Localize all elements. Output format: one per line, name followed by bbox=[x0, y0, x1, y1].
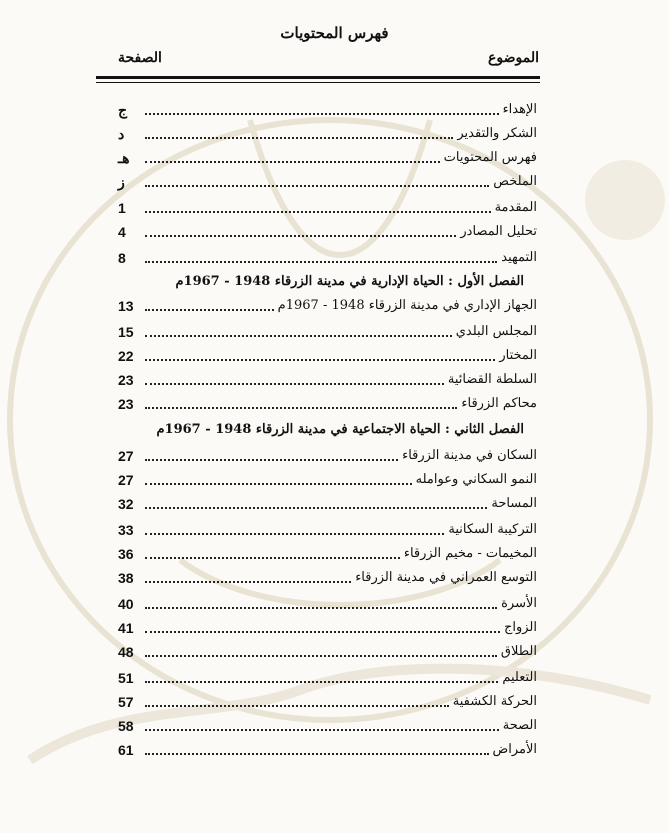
toc-entry-label: المجلس البلدي bbox=[455, 324, 537, 339]
dot-leader bbox=[145, 383, 444, 385]
toc-entry-label: التمهيد bbox=[501, 250, 537, 265]
dot-leader bbox=[145, 113, 499, 115]
dot-leader bbox=[145, 359, 495, 361]
toc-entry bbox=[0, 222, 669, 242]
toc-entry bbox=[0, 544, 669, 564]
dot-leader bbox=[145, 705, 449, 707]
toc-entry-page: 57 bbox=[118, 694, 134, 710]
toc-entry-label: التعليم bbox=[502, 670, 537, 685]
chapter-heading bbox=[0, 272, 669, 292]
dot-leader bbox=[145, 729, 499, 731]
dot-leader bbox=[145, 459, 398, 461]
toc-entry bbox=[0, 172, 669, 192]
toc-entry-label: فهرس المحتويات bbox=[443, 150, 537, 165]
toc-entry-page: 13 bbox=[118, 298, 134, 314]
toc-entry bbox=[0, 394, 669, 414]
toc-entry-page: 8 bbox=[118, 250, 126, 266]
dot-leader bbox=[145, 335, 452, 337]
page-title: فهرس المحتويات bbox=[280, 24, 389, 42]
toc-entry-label: الفصل الأول : الحياة الإدارية في مدينة الزرقاء 1948 - 1967م bbox=[175, 274, 524, 289]
toc-entry-label: الحركة الكشفية bbox=[452, 694, 537, 709]
toc-entry-label: المساحة bbox=[491, 496, 537, 511]
dot-leader bbox=[145, 309, 274, 311]
toc-entry bbox=[0, 124, 669, 144]
toc-entry bbox=[0, 346, 669, 366]
toc-entry-page: هـ bbox=[118, 150, 130, 166]
toc-entry bbox=[0, 520, 669, 540]
toc-entry-page: 27 bbox=[118, 472, 134, 488]
toc-entry-label: محاكم الزرقاء bbox=[461, 396, 537, 411]
toc-entry bbox=[0, 100, 669, 120]
toc-entry bbox=[0, 446, 669, 466]
toc-entry-page: ج bbox=[118, 102, 128, 118]
toc-entry-page: 33 bbox=[118, 522, 134, 538]
toc-entry bbox=[0, 618, 669, 638]
toc-entry-label: الملخص bbox=[493, 174, 537, 189]
toc-entry bbox=[0, 668, 669, 688]
toc-entry-page: 27 bbox=[118, 448, 134, 464]
toc-entry-label: التركيبة السكانية bbox=[448, 522, 537, 537]
toc-entry-label: الأمراض bbox=[492, 742, 537, 757]
toc-entry bbox=[0, 594, 669, 614]
toc-entry-label: الفصل الثاني : الحياة الاجتماعية في مدينة الزرقاء 1948 - 1967م bbox=[156, 422, 524, 437]
dot-leader bbox=[145, 211, 491, 213]
toc-entry-page: د bbox=[118, 126, 125, 142]
toc-entry-page: 1 bbox=[118, 200, 126, 216]
toc-entry bbox=[0, 248, 669, 268]
dot-leader bbox=[145, 407, 457, 409]
toc-entry-page: 22 bbox=[118, 348, 134, 364]
dot-leader bbox=[145, 533, 444, 535]
toc-entry-label: المخيمات - مخيم الزرقاء bbox=[403, 546, 537, 561]
toc-entry-page: 38 bbox=[118, 570, 134, 586]
dot-leader bbox=[145, 753, 489, 755]
toc-entry-page: 23 bbox=[118, 372, 134, 388]
toc-entry-label: السلطة القضائية bbox=[447, 372, 537, 387]
dot-leader bbox=[145, 681, 498, 683]
toc-entry-page: 4 bbox=[118, 224, 126, 240]
toc-entry bbox=[0, 568, 669, 588]
chapter-heading bbox=[0, 420, 669, 440]
toc-entry-label: المقدمة bbox=[494, 200, 537, 215]
toc-entry bbox=[0, 470, 669, 490]
toc-entry bbox=[0, 692, 669, 712]
dot-leader bbox=[145, 261, 497, 263]
toc-entry-label: الجهاز الإداري في مدينة الزرقاء 1948 - 1967م bbox=[277, 298, 537, 313]
dot-leader bbox=[145, 655, 497, 657]
toc-entry-page: 51 bbox=[118, 670, 134, 686]
toc-entry bbox=[0, 322, 669, 342]
dot-leader bbox=[145, 483, 412, 485]
toc-entry-page: 15 bbox=[118, 324, 134, 340]
column-header-topic: الموضوع bbox=[488, 50, 539, 66]
toc-entry-page: 41 bbox=[118, 620, 134, 636]
dot-leader bbox=[145, 137, 453, 139]
toc-entry-page: 32 bbox=[118, 496, 134, 512]
toc-entry-label: الصحة bbox=[502, 718, 537, 733]
toc-entry-label: الأسرة bbox=[501, 596, 537, 611]
dot-leader bbox=[145, 581, 351, 583]
toc-entry-label: المختار bbox=[499, 348, 537, 363]
toc-entry-label: تحليل المصادر bbox=[460, 224, 537, 239]
column-header-page: الصفحة bbox=[118, 50, 162, 66]
toc-entry-page: 23 bbox=[118, 396, 134, 412]
toc-entry-page: ز bbox=[118, 174, 125, 190]
toc-entry-page: 36 bbox=[118, 546, 134, 562]
toc-entry bbox=[0, 148, 669, 168]
dot-leader bbox=[145, 557, 400, 559]
toc-entry bbox=[0, 370, 669, 390]
dot-leader bbox=[145, 631, 500, 633]
toc-entry-label: الطلاق bbox=[500, 644, 537, 659]
dot-leader bbox=[145, 185, 489, 187]
toc-entry-label: الزواج bbox=[503, 620, 537, 635]
toc-entry-label: التوسع العمراني في مدينة الزرقاء bbox=[355, 570, 537, 585]
toc-entry-page: 61 bbox=[118, 742, 134, 758]
toc-entry bbox=[0, 642, 669, 662]
dot-leader bbox=[145, 507, 487, 509]
toc-entry-page: 48 bbox=[118, 644, 134, 660]
dot-leader bbox=[145, 235, 456, 237]
toc-entry bbox=[0, 740, 669, 760]
toc-entry-label: النمو السكاني وعوامله bbox=[415, 472, 537, 487]
toc-entry-label: السكان في مدينة الزرقاء bbox=[402, 448, 537, 463]
toc-entry-page: 40 bbox=[118, 596, 134, 612]
toc-entry bbox=[0, 716, 669, 736]
toc-entry-label: الشكر والتقدير bbox=[457, 126, 537, 141]
toc-entry bbox=[0, 198, 669, 218]
toc-entry-page: 58 bbox=[118, 718, 134, 734]
dot-leader bbox=[145, 607, 497, 609]
toc-entry bbox=[0, 494, 669, 514]
toc-entry-label: الإهداء bbox=[502, 102, 537, 117]
toc-entry bbox=[0, 296, 669, 316]
dot-leader bbox=[145, 161, 440, 163]
